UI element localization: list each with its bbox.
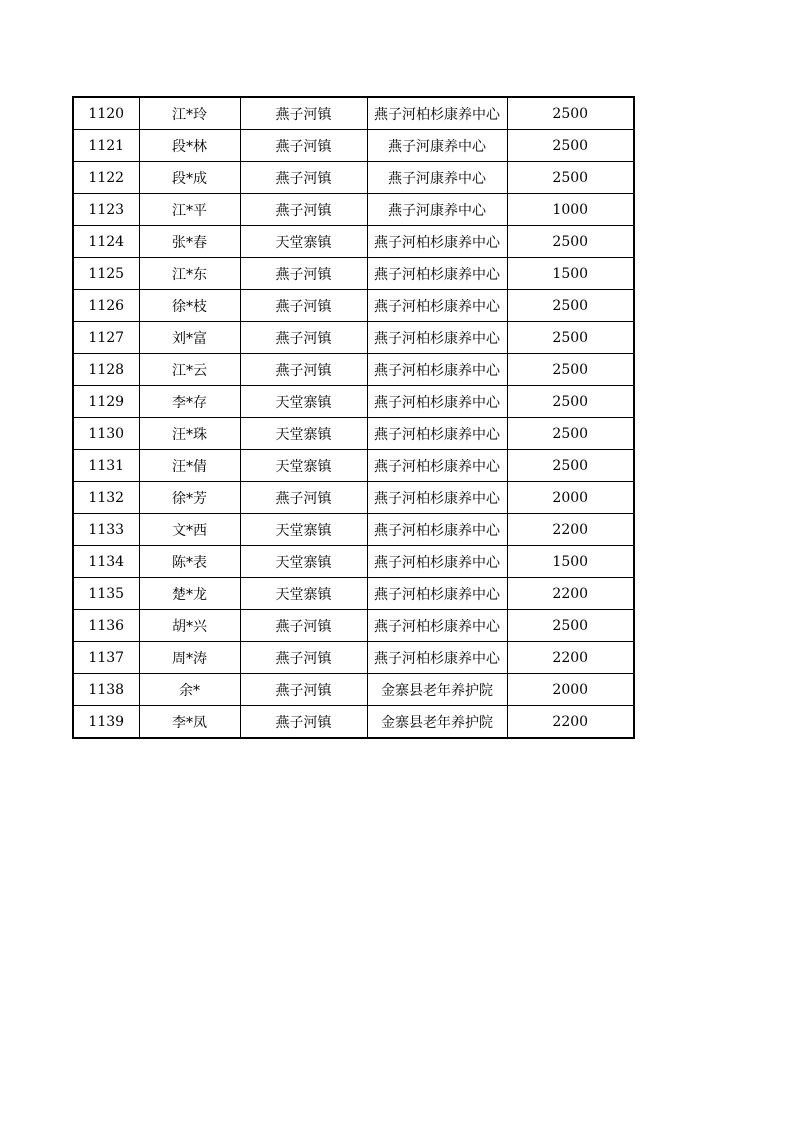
table-row [73, 578, 634, 610]
institution-cell: 燕子河柏杉康养中心 [367, 418, 507, 450]
serial-number-cell: 1123 [73, 194, 139, 226]
serial-number-cell: 1125 [73, 258, 139, 290]
amount-cell: 2500 [507, 226, 634, 258]
name-cell: 李*存 [139, 386, 240, 418]
institution-cell: 燕子河康养中心 [367, 194, 507, 226]
table-row [73, 162, 634, 194]
serial-number-cell: 1121 [73, 130, 139, 162]
amount-cell: 1000 [507, 194, 634, 226]
name-cell: 张*春 [139, 226, 240, 258]
town-cell: 天堂寨镇 [240, 514, 367, 546]
table-row [73, 642, 634, 674]
table-row [73, 482, 634, 514]
serial-number-cell: 1132 [73, 482, 139, 514]
town-cell: 燕子河镇 [240, 354, 367, 386]
town-cell: 燕子河镇 [240, 674, 367, 706]
town-cell: 燕子河镇 [240, 97, 367, 130]
serial-number-cell: 1129 [73, 386, 139, 418]
town-cell: 天堂寨镇 [240, 546, 367, 578]
serial-number-cell: 1127 [73, 322, 139, 354]
table-row [73, 706, 634, 739]
table-row [73, 194, 634, 226]
table-row [73, 674, 634, 706]
institution-cell: 燕子河柏杉康养中心 [367, 610, 507, 642]
town-cell: 燕子河镇 [240, 194, 367, 226]
amount-cell: 2500 [507, 290, 634, 322]
amount-cell: 2500 [507, 386, 634, 418]
serial-number-cell: 1138 [73, 674, 139, 706]
table-row [73, 546, 634, 578]
amount-cell: 2500 [507, 418, 634, 450]
institution-cell: 燕子河柏杉康养中心 [367, 514, 507, 546]
amount-cell: 2200 [507, 642, 634, 674]
name-cell: 江*平 [139, 194, 240, 226]
table-row [73, 450, 634, 482]
amount-cell: 2200 [507, 514, 634, 546]
amount-cell: 2500 [507, 322, 634, 354]
amount-cell: 2500 [507, 130, 634, 162]
serial-number-cell: 1137 [73, 642, 139, 674]
institution-cell: 燕子河柏杉康养中心 [367, 482, 507, 514]
amount-cell: 2000 [507, 674, 634, 706]
amount-cell: 2500 [507, 97, 634, 130]
town-cell: 燕子河镇 [240, 130, 367, 162]
institution-cell: 燕子河柏杉康养中心 [367, 386, 507, 418]
name-cell: 刘*富 [139, 322, 240, 354]
name-cell: 周*涛 [139, 642, 240, 674]
name-cell: 汪*倩 [139, 450, 240, 482]
amount-cell: 2000 [507, 482, 634, 514]
town-cell: 燕子河镇 [240, 322, 367, 354]
table-body [73, 97, 634, 738]
name-cell: 楚*龙 [139, 578, 240, 610]
serial-number-cell: 1130 [73, 418, 139, 450]
institution-cell: 金寨县老年养护院 [367, 706, 507, 739]
table-row [73, 514, 634, 546]
name-cell: 汪*珠 [139, 418, 240, 450]
town-cell: 燕子河镇 [240, 258, 367, 290]
amount-cell: 2500 [507, 610, 634, 642]
town-cell: 天堂寨镇 [240, 450, 367, 482]
institution-cell: 燕子河柏杉康养中心 [367, 226, 507, 258]
name-cell: 文*西 [139, 514, 240, 546]
name-cell: 徐*芳 [139, 482, 240, 514]
name-cell: 江*云 [139, 354, 240, 386]
town-cell: 燕子河镇 [240, 706, 367, 739]
serial-number-cell: 1136 [73, 610, 139, 642]
institution-cell: 燕子河柏杉康养中心 [367, 322, 507, 354]
name-cell: 段*林 [139, 130, 240, 162]
institution-cell: 燕子河柏杉康养中心 [367, 450, 507, 482]
table-row [73, 322, 634, 354]
amount-cell: 2500 [507, 162, 634, 194]
amount-cell: 2500 [507, 450, 634, 482]
serial-number-cell: 1120 [73, 97, 139, 130]
name-cell: 段*成 [139, 162, 240, 194]
serial-number-cell: 1133 [73, 514, 139, 546]
town-cell: 天堂寨镇 [240, 226, 367, 258]
table-row [73, 226, 634, 258]
town-cell: 燕子河镇 [240, 482, 367, 514]
table-row [73, 97, 634, 130]
serial-number-cell: 1128 [73, 354, 139, 386]
name-cell: 徐*枝 [139, 290, 240, 322]
serial-number-cell: 1122 [73, 162, 139, 194]
table-row [73, 418, 634, 450]
town-cell: 天堂寨镇 [240, 386, 367, 418]
serial-number-cell: 1139 [73, 706, 139, 739]
name-cell: 余* [139, 674, 240, 706]
table-row [73, 130, 634, 162]
institution-cell: 燕子河柏杉康养中心 [367, 354, 507, 386]
institution-cell: 燕子河柏杉康养中心 [367, 258, 507, 290]
table-row [73, 258, 634, 290]
amount-cell: 2200 [507, 706, 634, 739]
amount-cell: 1500 [507, 258, 634, 290]
name-cell: 江*玲 [139, 97, 240, 130]
serial-number-cell: 1124 [73, 226, 139, 258]
institution-cell: 燕子河康养中心 [367, 162, 507, 194]
table-row [73, 610, 634, 642]
name-cell: 李*凤 [139, 706, 240, 739]
town-cell: 燕子河镇 [240, 610, 367, 642]
serial-number-cell: 1131 [73, 450, 139, 482]
institution-cell: 燕子河柏杉康养中心 [367, 546, 507, 578]
institution-cell: 燕子河柏杉康养中心 [367, 642, 507, 674]
name-cell: 江*东 [139, 258, 240, 290]
institution-cell: 金寨县老年养护院 [367, 674, 507, 706]
amount-cell: 2500 [507, 354, 634, 386]
institution-cell: 燕子河柏杉康养中心 [367, 290, 507, 322]
town-cell: 天堂寨镇 [240, 418, 367, 450]
institution-cell: 燕子河柏杉康养中心 [367, 578, 507, 610]
serial-number-cell: 1134 [73, 546, 139, 578]
town-cell: 天堂寨镇 [240, 578, 367, 610]
name-cell: 胡*兴 [139, 610, 240, 642]
town-cell: 燕子河镇 [240, 642, 367, 674]
table-row [73, 290, 634, 322]
serial-number-cell: 1126 [73, 290, 139, 322]
town-cell: 燕子河镇 [240, 290, 367, 322]
table-row [73, 354, 634, 386]
subsidy-table [72, 96, 635, 739]
institution-cell: 燕子河柏杉康养中心 [367, 97, 507, 130]
institution-cell: 燕子河康养中心 [367, 130, 507, 162]
serial-number-cell: 1135 [73, 578, 139, 610]
name-cell: 陈*表 [139, 546, 240, 578]
amount-cell: 1500 [507, 546, 634, 578]
town-cell: 燕子河镇 [240, 162, 367, 194]
table-row [73, 386, 634, 418]
amount-cell: 2200 [507, 578, 634, 610]
